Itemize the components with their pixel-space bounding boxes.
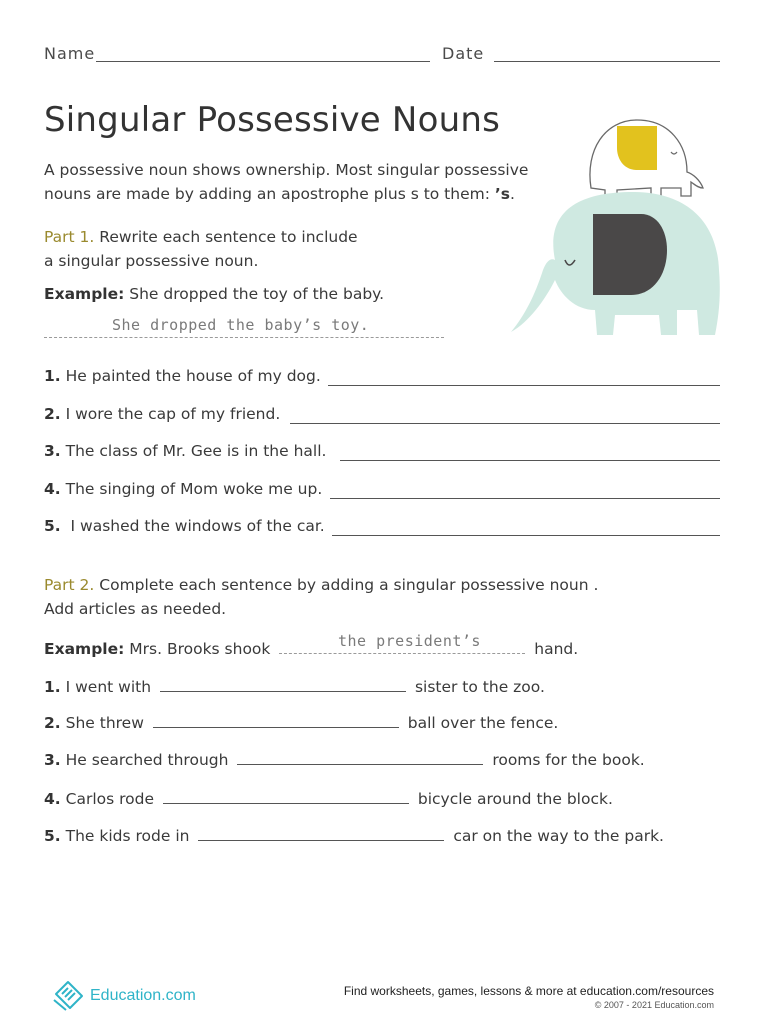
- answer-field[interactable]: [330, 498, 720, 499]
- question-after: sister to the zoo.: [414, 678, 545, 696]
- intro-text: A possessive noun shows ownership. Most singular possessive nouns are made by adding an apostrophe plus s to them:: [44, 161, 529, 203]
- part1-heading: [44, 225, 404, 273]
- question-number: 4.: [44, 790, 61, 808]
- large-elephant-icon: [511, 192, 720, 335]
- part2-instruction-1: Complete each sentence by adding a singular possessive noun .: [99, 576, 599, 594]
- answer-field[interactable]: [153, 712, 399, 728]
- part2-question-1: [44, 676, 545, 698]
- question-text: The class of Mr. Gee is in the hall.: [65, 442, 327, 460]
- question-number: 5.: [44, 827, 61, 845]
- question-after: bicycle around the block.: [417, 790, 613, 808]
- question-number: 4.: [44, 480, 61, 498]
- question-text: I washed the windows of the car.: [65, 517, 325, 535]
- part2-instruction-2: Add articles as needed.: [44, 600, 227, 618]
- education-logo-text: Education.com: [90, 987, 196, 1004]
- part1-label: Part 1.: [44, 228, 95, 246]
- part1-example-label: Example:: [44, 285, 125, 303]
- answer-field[interactable]: [290, 423, 720, 424]
- question-number: 5.: [44, 517, 61, 535]
- elephants-illustration: [505, 110, 735, 345]
- page-title: Singular Possessive Nouns: [44, 100, 500, 140]
- intro-paragraph: [44, 158, 564, 206]
- question-after: rooms for the book.: [492, 751, 645, 769]
- date-label: Date: [442, 44, 485, 63]
- part1-example-sentence: She dropped the toy of the baby.: [129, 285, 385, 303]
- question-number: 1.: [44, 367, 61, 385]
- part1-instruction-2: a singular possessive noun.: [44, 252, 259, 270]
- answer-field[interactable]: [163, 788, 409, 804]
- part2-label: Part 2.: [44, 576, 95, 594]
- question-text: I wore the cap of my friend.: [65, 405, 281, 423]
- question-number: 3.: [44, 442, 61, 460]
- question-number: 2.: [44, 714, 61, 732]
- answer-field[interactable]: [160, 676, 406, 692]
- part2-example-after: hand.: [534, 640, 579, 658]
- part1-instruction-1: Rewrite each sentence to include: [99, 228, 358, 246]
- question-number: 2.: [44, 405, 61, 423]
- part2-question-2: [44, 712, 558, 734]
- part1-question-2: [44, 405, 720, 427]
- education-logo-icon: [52, 980, 86, 1012]
- answer-field[interactable]: [328, 385, 720, 386]
- footer-copyright: © 2007 - 2021 Education.com: [594, 1000, 714, 1010]
- part2-example-label: Example:: [44, 640, 125, 658]
- question-before: The kids rode in: [65, 827, 190, 845]
- question-after: ball over the fence.: [407, 714, 559, 732]
- question-number: 1.: [44, 678, 61, 696]
- date-field[interactable]: [494, 61, 720, 62]
- intro-suffix: ’s: [494, 185, 510, 203]
- part1-question-1: [44, 367, 720, 389]
- part2-heading: [44, 573, 684, 621]
- answer-field[interactable]: [198, 825, 444, 841]
- part2-example: [44, 638, 578, 658]
- answer-field[interactable]: [340, 460, 720, 461]
- part2-question-5: [44, 825, 664, 847]
- education-logo[interactable]: [52, 980, 196, 1012]
- footer-find-text[interactable]: Find worksheets, games, lessons & more at education.com/resources: [343, 984, 714, 998]
- part2-example-before: Mrs. Brooks shook: [129, 640, 271, 658]
- part1-example-answer: She dropped the baby’s toy.: [112, 316, 370, 334]
- question-text: The singing of Mom woke me up.: [65, 480, 323, 498]
- question-text: He painted the house of my dog.: [65, 367, 321, 385]
- question-after: car on the way to the park.: [453, 827, 664, 845]
- part2-example-answer: the president’s: [338, 632, 481, 650]
- small-elephant-icon: [590, 120, 703, 198]
- part2-question-3: [44, 749, 645, 771]
- part2-question-4: [44, 788, 613, 810]
- question-before: I went with: [65, 678, 152, 696]
- question-before: Carlos rode: [65, 790, 155, 808]
- question-number: 3.: [44, 751, 61, 769]
- part1-question-5: [44, 517, 720, 539]
- answer-field[interactable]: [237, 749, 483, 765]
- question-before: He searched through: [65, 751, 229, 769]
- part1-question-4: [44, 480, 720, 502]
- part1-example-answer-line: [44, 337, 444, 338]
- footer-info: [344, 984, 714, 1010]
- question-before: She threw: [65, 714, 144, 732]
- answer-field[interactable]: [332, 535, 720, 536]
- name-date-header: [44, 44, 720, 66]
- name-field[interactable]: [96, 61, 430, 62]
- name-label: Name: [44, 44, 96, 63]
- intro-end: .: [510, 185, 515, 203]
- part1-example: [44, 285, 384, 303]
- part1-question-3: [44, 442, 720, 464]
